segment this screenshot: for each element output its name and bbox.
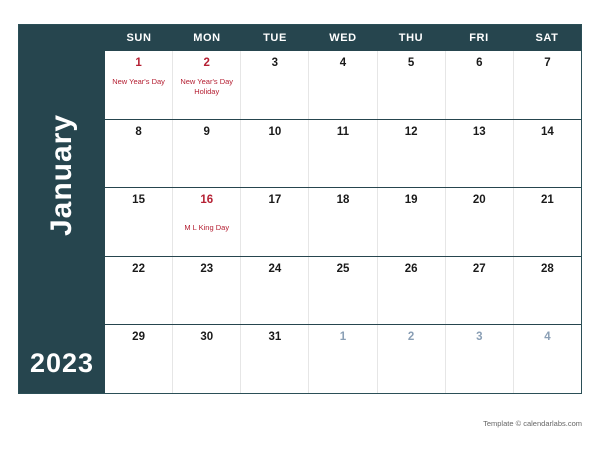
day-cell[interactable] <box>513 51 581 119</box>
day-number: 31 <box>268 331 282 344</box>
day-number: 10 <box>268 125 282 138</box>
month-name-text: January <box>45 113 79 237</box>
day-number: 28 <box>541 262 554 275</box>
day-number: 23 <box>200 262 214 275</box>
week-row <box>105 51 581 119</box>
day-number: 16 <box>200 194 214 207</box>
day-number: 5 <box>407 57 415 69</box>
footer-credit: Template © calendarlabs.com <box>483 419 582 428</box>
day-cell[interactable] <box>240 325 308 393</box>
day-cell[interactable] <box>172 120 240 188</box>
day-number: 24 <box>268 262 282 275</box>
year-label: 2023 <box>29 348 95 378</box>
day-cell[interactable] <box>445 51 513 119</box>
day-cell[interactable] <box>308 188 376 256</box>
day-cell[interactable] <box>105 325 172 393</box>
month-name <box>19 25 105 325</box>
day-cell[interactable] <box>308 325 376 393</box>
day-number: 1 <box>135 57 142 69</box>
day-cell[interactable] <box>172 325 240 393</box>
day-number: 4 <box>339 57 347 69</box>
day-cell[interactable] <box>513 257 581 325</box>
day-cell[interactable] <box>377 51 445 119</box>
day-number: 22 <box>132 262 145 275</box>
day-cell[interactable] <box>513 120 581 188</box>
day-number: 2 <box>203 57 210 69</box>
day-event-label: New Year's Day <box>112 77 165 86</box>
day-event-label: New Year's Day Holiday <box>180 77 234 96</box>
week-row <box>105 187 581 256</box>
day-cell[interactable] <box>105 188 172 256</box>
day-number: 26 <box>404 262 418 275</box>
day-cell[interactable] <box>172 188 240 256</box>
weekday-sun: SUN <box>126 32 152 44</box>
day-number: 30 <box>200 331 214 344</box>
day-cell[interactable] <box>172 51 240 119</box>
day-number: 29 <box>132 331 145 344</box>
day-event-label: M L King Day <box>184 223 230 233</box>
weekday-thu: THU <box>398 32 424 44</box>
calendar-container <box>18 24 582 394</box>
week-row <box>105 119 581 188</box>
month-side-panel <box>19 25 105 393</box>
day-number: 20 <box>472 194 486 207</box>
day-cell[interactable] <box>445 120 513 188</box>
weekday-wed: WED <box>329 32 357 44</box>
day-number: 13 <box>472 125 486 138</box>
day-number: 12 <box>404 125 418 138</box>
week-row <box>105 256 581 325</box>
day-cell[interactable] <box>377 188 445 256</box>
day-cell[interactable] <box>172 257 240 325</box>
day-number: 9 <box>203 125 210 138</box>
day-number: 19 <box>404 194 418 207</box>
day-number: 17 <box>268 194 282 207</box>
day-number: 2 <box>407 331 415 344</box>
day-number: 25 <box>336 262 350 275</box>
day-cell[interactable] <box>377 120 445 188</box>
week-row <box>105 324 581 393</box>
day-cell[interactable] <box>308 120 376 188</box>
day-cell[interactable] <box>240 257 308 325</box>
weekday-mon: MON <box>193 32 221 44</box>
day-cell[interactable] <box>513 325 581 393</box>
day-number: 27 <box>472 262 486 275</box>
day-number: 3 <box>271 57 279 69</box>
day-number: 4 <box>544 331 551 344</box>
day-number: 1 <box>339 331 347 344</box>
day-cell[interactable] <box>445 325 513 393</box>
day-number: 7 <box>544 57 551 69</box>
day-cell[interactable] <box>105 51 172 119</box>
day-cell[interactable] <box>105 120 172 188</box>
day-number: 6 <box>476 57 483 69</box>
day-number: 15 <box>132 194 145 207</box>
day-number: 8 <box>135 125 142 138</box>
day-cell[interactable] <box>445 188 513 256</box>
weekday-tue: TUE <box>263 32 287 44</box>
day-number: 11 <box>336 125 350 138</box>
day-cell[interactable] <box>445 257 513 325</box>
day-cell[interactable] <box>377 325 445 393</box>
day-cell[interactable] <box>240 51 308 119</box>
calendar-grid <box>105 25 581 393</box>
day-cell[interactable] <box>105 257 172 325</box>
day-number: 3 <box>476 331 483 344</box>
weekday-sat: SAT <box>535 32 559 44</box>
day-number: 21 <box>541 194 554 207</box>
weeks-container <box>105 51 581 393</box>
day-cell[interactable] <box>308 51 376 119</box>
day-cell[interactable] <box>308 257 376 325</box>
weekday-header-row <box>105 25 581 51</box>
day-cell[interactable] <box>377 257 445 325</box>
day-cell[interactable] <box>513 188 581 256</box>
day-number: 18 <box>336 194 350 207</box>
day-cell[interactable] <box>240 120 308 188</box>
day-number: 14 <box>541 125 554 138</box>
day-cell[interactable] <box>240 188 308 256</box>
weekday-fri: FRI <box>469 32 489 44</box>
